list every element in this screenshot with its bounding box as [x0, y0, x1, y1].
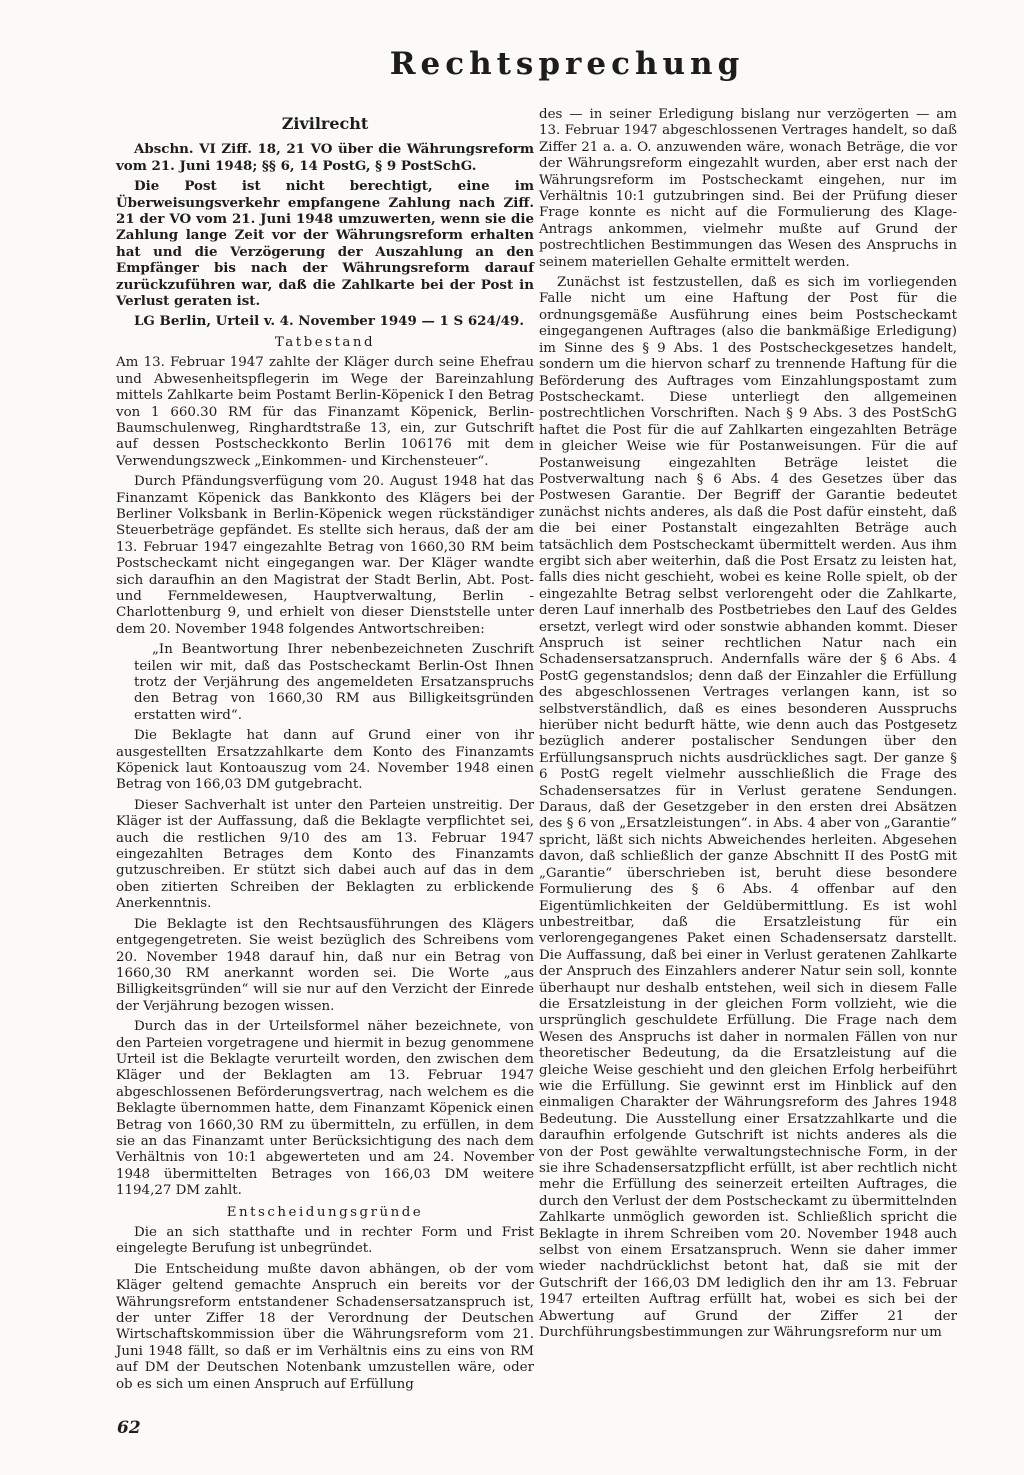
gruende-paragraph-3: Zunächst ist festzustellen, daß es sich im vorliegenden Falle nicht um eine Haftung der Post für die ordnungsgemäße Ausführung eines beim Postscheckamt eingegangenen Auftrages (also die bankmäßige Erledigung) im Sinne des § 9 Abs. 1 des Postscheckgesetzes handelt, sondern um die hiervon scharf zu trennende Haftung für die Beförderung des Auftrages vom Einzahlungspostamt zum Postscheckamt. Diese unterliegt den allgemeinen postrechtlichen Vorschriften. Nach § 9 Abs. 3 des PostSchG haftet die Post für die auf Zahlkarten eingezahlten Beträge in gleicher Weise wie für Postanweisungen. Für die auf Postanweisung eingezahlten Beträge leistet die Postverwaltung nach § 6 Abs. 4 des Gesetzes über das Postwesen Garantie. Der Begriff der Garantie bedeutet zunächst nichts anderes, als daß die Post dafür einsteht, daß die bei einer Postanstalt eingezahlten Beträge auch tatsächlich dem Postscheckamt übermittelt werden. Aus ihm ergibt sich aber weiterhin, daß die Post Ersatz zu leisten hat, falls dies nicht geschieht, wobei es keine Rolle spielt, ob der eingezahlte Betrag selbst verlorengeht oder die Zahlkarte, deren Lauf innerhalb des Postbetriebes den Lauf des Geldes ersetzt, verlegt wird oder sonstwie abhanden kommt. Dieser Anspruch ist seiner rechtlichen Natur nach ein Schadensersatzanspruch. Andernfalls wäre der § 6 Abs. 4 PostG gegenstandslos; denn daß der Einzahler die Erfüllung des abgeschlossenen Vertrages verlangen kann, ist so selbstverständlich, daß es eines besonderen Ausspruchs hierüber nicht bedurft hätte, wie denn auch das Postgesetz bezüglich anderer postalischer Sendungen über den Erfüllungsanspruch nichts ausdrückliches sagt. Der ganze § 6 PostG regelt vielmehr ausschließlich die Frage des Schadensersatzes für in Verlust geratene Sendungen. Daraus, daß der Gesetzgeber in den ersten drei Absätzen des § 6 von „Ersatzleistungen“. in Abs. 4 aber von „Garantie“ spricht, läßt sich nichts Abweichendes herleiten. Abgesehen davon, daß schließlich der ganze Abschnitt II des PostG mit „Garantie“ überschrieben ist, beruht diese besondere Formulierung des § 6 Abs. 4 offenbar auf den Eigentümlichkeiten der Geldübermittlung. Es ist wohl unbestreitbar, daß die Ersatzleistung für ein verlorengegangenes Paket einen Schadensersatz darstellt. Die Auffassung, daß bei einer in Verlust geratenen Zahlkarte der Anspruch des Einzahlers anderer Natur sein soll, konnte überhaupt nur deshalb entstehen, weil sich in diesem Falle die Ersatzleistung in der gleichen Form vollzieht, wie die ursprünglich geschuldete Erfüllung. Die Frage nach dem Wesen des Anspruchs ist daher in normalen Fällen von nur theoretischer Bedeutung, da die Ersatzleistung auf die gleiche Weise geschieht und den gleichen Erfolg herbeiführt wie die Erfüllung. Sie gewinnt erst im Hinblick auf den einmaligen Charakter der Währungsreform des Jahres 1948 Bedeutung. Die Ausstellung einer Ersatzzahlkarte und die daraufhin erfolgende Gutschrift ist nichts anderes als die von der Post gewählte verwaltungstechnische Form, in der sie ihre Schadensersatzpflicht erfüllt, ist aber rechtlich nicht mehr die Erfüllung des seinerzeit erteilten Auftrages, die durch den Verlust der dem Postscheckamt zu übermittelnden Zahlkarte unmöglich geworden ist. Schließlich spricht die Beklagte in ihrem Schreiben vom 20. November 1948 auch selbst von einem Ersatzanspruch. Wenn sie daher immer wieder nachdrücklichst betont hat, daß sie mit der Gutschrift der 166,03 DM lediglich den ihr am 13. Februar 1947 erteilten Auftrag erfüllt hat, wobei es sich bei der Abwertung auf Grund der Ziffer 21 der Durchführungsbestimmungen zur Währungsreform nur um [539, 275, 957, 1341]
tatbestand-quote: „In Beantwortung Ihrer nebenbezeichneten Zuschrift teilen wir mit, daß das Postscheckamt Berlin-Ost Ihnen trotz der Verjährung des angemeldeten Ersatzanspruchs den Betrag von 1660,30 RM aus Billigkeitsgründen erstatten wird“. [134, 642, 534, 723]
tatbestand-paragraph-3: Die Beklagte hat dann auf Grund einer von ihr ausgestellten Ersatzzahlkarte dem Konto des Finanzamts Köpenick laut Kontoauszug vom 24. November 1948 einen Betrag von 166,03 DM gutgebracht. [116, 728, 534, 793]
right-column [539, 107, 957, 1345]
tatbestand-paragraph-4: Dieser Sachverhalt ist unter den Parteien unstreitig. Der Kläger ist der Auffassung, daß die Beklagte verpflichtet sei, auch die restlichen 9/10 des am 13. Februar 1947 eingezahlten Betrages dem Konto des Finanzamts gutzuschreiben. Er stützt sich dabei auch auf das in dem oben zitierten Schreiben der Beklagten zu erblickende Anerkenntnis. [116, 797, 534, 912]
tatbestand-paragraph-6: Durch das in der Urteilsformel näher bezeichnete, von den Parteien vorgetragene und hiermit in bezug genommene Urteil ist die Beklagte verurteilt worden, den zwischen dem Kläger und der Beklagten am 13. Februar 1947 abgeschlossenen Beförderungsvertrag, nach welchem es die Beklagte übernommen hatte, dem Finanzamt Köpenick einen Betrag von 1660,30 RM zu übermitteln, zu erfüllen, in dem sie an das Finanzamt unter Berücksichtigung des nach dem Verhältnis von 10:1 abgewerteten und am 24. November 1948 übermittelten Betrages von 166,03 DM weitere 1194,27 DM zahlt. [116, 1019, 534, 1199]
page-number: 62 [117, 1418, 141, 1438]
tatbestand-paragraph-5: Die Beklagte ist den Rechtsausführungen des Klägers entgegengetreten. Sie weist bezüglich des Schreibens vom 20. November 1948 darauf hin, daß nur ein Betrag von 1660,30 RM anerkannt worden sei. Die Worte „aus Billigkeitsgründen“ will sie nur auf den Verzicht der Einrede der Verjährung bezogen wissen. [116, 916, 534, 1014]
headnote-principle: Die Post ist nicht berechtigt, eine im Überweisungsverkehr empfangene Zahlung nach Ziff. 21 der VO vom 21. Juni 1948 umzuwerten, wenn sie die Zahlung lange Zeit vor der Währungsreform erhalten hat und die Verzögerung der Auszahlung an den Empfänger bis nach der Währungsreform darauf zurückzuführen war, daß die Zahlkarte bei der Post in Verlust geraten ist. [116, 178, 534, 310]
headnote-court: LG Berlin, Urteil v. 4. November 1949 — 1 S 624/49. [134, 313, 524, 330]
gruende-heading: Entscheidungsgründe [226, 1204, 424, 1220]
gruende-paragraph-2: Die Entscheidung mußte davon abhängen, ob der vom Kläger geltend gemachte Anspruch ein bereits vor der Währungsreform entstandener Schadensersatzanspruch ist, der unter Ziffer 18 der Verordnung der Deutschen Wirtschaftskommission über die Währungsreform vom 21. Juni 1948 fällt, so daß er im Verhältnis eins zu eins von RM auf DM der Deutschen Notenbank umzustellen wäre, oder ob es sich um einen Anspruch auf Erfüllung [116, 1261, 534, 1392]
tatbestand-paragraph-2: Durch Pfändungsverfügung vom 20. August 1948 hat das Finanzamt Köpenick das Bankkonto des Klägers bei der Berliner Volksbank in Berlin-Köpenick wegen rückständiger Steuerbeträge gepfändet. Es stellte sich heraus, daß der am 13. Februar 1947 eingezahlte Betrag von 1660,30 RM beim Postscheckamt nicht eingegangen war. Der Kläger wandte sich daraufhin an den Magistrat der Stadt Berlin, Abt. Post- und Fernmeldewesen, Hauptverwaltung, Berlin - Charlottenburg 9, und erhielt von dieser Dienststelle unter dem 20. November 1948 folgendes Antwortschreiben: [116, 474, 534, 637]
tatbestand-heading: Tatbestand [274, 334, 376, 350]
headnote-citation: Abschn. VI Ziff. 18, 21 VO über die Währungsreform vom 21. Juni 1948; §§ 6, 14 PostG, § 9 PostSchG. [116, 141, 534, 174]
gruende-continuation: des — in seiner Erledigung bislang nur verzögerten — am 13. Februar 1947 abgeschlossenen Vertrages handelt, so daß Ziffer 21 a. a. O. anzuwenden wäre, wonach Beträge, die vor der Währungsreform eingezahlt wurden, aber erst nach der Währungsreform im Postscheckamt eingehen, nur im Verhältnis 10:1 gutzubringen sind. Bei der Prüfung dieser Frage konnte es nicht auf die Formulierung des Klage-Antrags ankommen, vielmehr mußte auf Grund der postrechtlichen Bestimmungen das Wesen des Anspruchs in seinem materiellen Gehalte ermittelt werden. [539, 107, 957, 270]
page-title: Rechtsprechung [389, 46, 745, 82]
gruende-paragraph-1: Die an sich statthafte und in rechter Form und Frist eingelegte Berufung ist unbegründet. [116, 1225, 534, 1257]
section-heading: Zivilrecht [281, 114, 369, 133]
tatbestand-paragraph-1: Am 13. Februar 1947 zahlte der Kläger durch seine Ehefrau und Abwesenheitspflegerin im Wege der Bareinzahlung mittels Zahlkarte beim Postamt Berlin-Köpenick I den Betrag von 1 660.30 RM für das Finanzamt Köpenick, Berlin-Baumschulenweg, Ringhardtstraße 13, ein, zur Gutschrift auf dessen Postscheckkonto Berlin 106176 mit dem Verwendungszweck „Einkommen- und Kirchensteuer“. [116, 355, 534, 469]
left-column [116, 110, 534, 1397]
